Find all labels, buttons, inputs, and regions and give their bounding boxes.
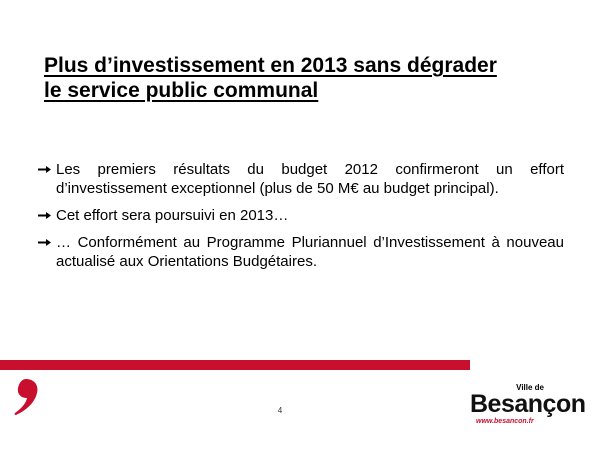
bullet-text: Cet effort sera poursuivi en 2013… — [56, 207, 289, 224]
bullet-text: … Conformément au Programme Pluriannuel d’Investissement à nouveau actualisé aux Orientations Budgétaires. — [56, 234, 564, 270]
logo-name-text: Besançon — [470, 390, 586, 418]
red-comma-icon — [12, 377, 46, 417]
logo-url-text: www.besancon.fr — [476, 418, 534, 425]
slide-title — [44, 53, 564, 103]
slide-title-line-1: Plus d’investissement en 2013 sans dégrader — [44, 54, 497, 77]
page-number: 4 — [277, 406, 283, 415]
footer-red-band — [0, 360, 470, 370]
bullet-item — [38, 160, 564, 198]
arrow-right-icon — [38, 233, 54, 252]
arrow-right-icon — [38, 206, 54, 225]
bullet-list — [38, 160, 564, 279]
logo-ville-text: Ville de — [516, 383, 544, 392]
bullet-text: Les premiers résultats du budget 2012 confirmeront un effort d’investissement exceptionnel (plus de 50 M€ au budget principal). — [56, 161, 564, 197]
slide-title-line-2: le service public communal — [44, 79, 319, 102]
bullet-item — [38, 206, 564, 225]
besancon-logo — [470, 383, 586, 431]
bullet-item — [38, 233, 564, 271]
arrow-right-icon — [38, 160, 54, 179]
